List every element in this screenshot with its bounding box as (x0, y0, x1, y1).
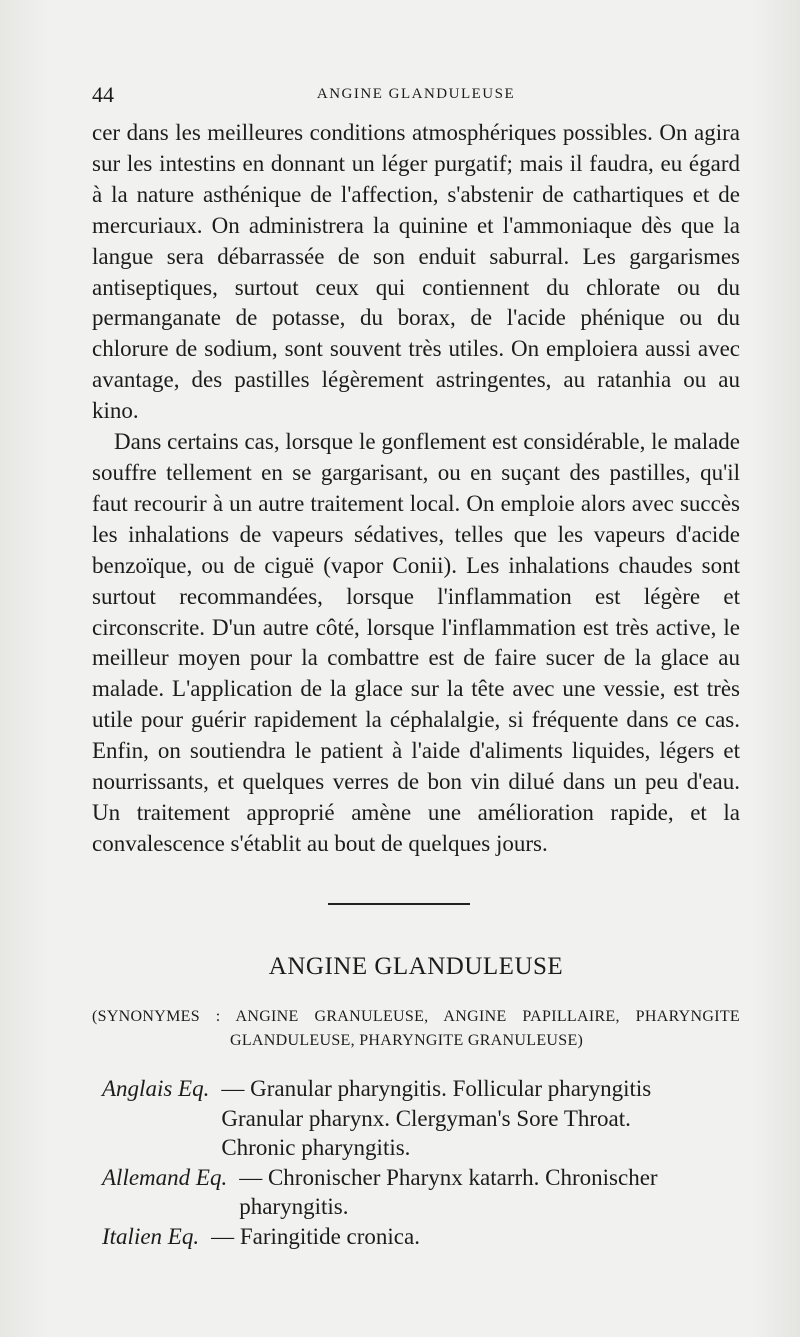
synonyms-line: (SYNONYMES : ANGINE GRANULEUSE, ANGINE PAPILLAIRE, PHARYNGITE (92, 1008, 740, 1025)
paragraph-treatment-continued: cer dans les meilleures conditions atmosphériques possibles. On agira sur les intestins en donnant un léger purgatif; mais il faudra, eu égard à la nature asthénique de l'affection, s'abstenir de cathartiques et de mercuriaux. On administrera la quinine et l'ammoniaque dès que la langue sera débarrassée de son enduit saburral. Les gargarismes antiseptiques, surtout ceux qui contiennent du chlorate ou du permanganate de potasse, du borax, de l'acide phénique ou du chlorure de sodium, sont souvent très utiles. On emploiera aussi avec avantage, des pastilles légèrement astringentes, au ratanhia ou au kino. (92, 120, 740, 424)
section-divider (328, 903, 470, 905)
equivalent-terms (221, 1074, 742, 1163)
equivalent-term-line: — Granular pharyngitis. Follicular pharyngitis (221, 1076, 652, 1101)
equivalent-language: Italien Eq. (102, 1223, 200, 1249)
body-text (92, 118, 740, 860)
language-equivalents (102, 1074, 742, 1252)
equivalent-terms (211, 1222, 742, 1252)
equivalent-term-line: — Faringitide cronica. (211, 1223, 420, 1249)
equivalent-term-line: Granular pharynx. Clergyman's Sore Throat. (221, 1105, 631, 1131)
page-header (92, 82, 740, 112)
equivalent-language: Allemand Eq. (102, 1164, 228, 1190)
section-title: ANGINE GLANDULEUSE (268, 953, 564, 980)
page-number: 44 (92, 82, 114, 107)
equivalent-term-line: — Chronischer Pharynx katarrh. Chronischer (239, 1164, 658, 1190)
equivalent-italian (102, 1222, 742, 1252)
equivalent-term-line: Chronic pharyngitis. (221, 1135, 411, 1161)
running-head: ANGINE GLANDULEUSE (316, 86, 516, 102)
equivalent-german (102, 1163, 742, 1222)
paragraph-local-treatment: Dans certains cas, lorsque le gonflement est considérable, le malade souffre tellement en se gargarisant, ou en suçant des pastilles, qu'il faut recourir à un autre traitement local. On emploie alors avec succès les inhalations de vapeurs sédatives, telles que les vapeurs d'acide benzoïque, ou de ciguë (vapor Conii). Les inhalations chaudes sont surtout recommandées, lorsque l'inflammation est légère et circonscrite. D'un autre côté, lorsque l'inflammation est très active, le meilleur moyen pour la combattre est de faire sucer de la glace au malade. L'application de la glace sur la tête avec une vessie, est très utile pour guérir rapidement la céphalalgie, si fréquente dans ce cas. Enfin, on soutiendra le patient à l'aide d'aliments liquides, légers et nourrissants, et quelques verres de bon vin dilué dans un peu d'eau. Un traitement approprié amène une amélioration rapide, et la convalescence s'établit au bout de quelques jours. (92, 429, 740, 856)
synonyms-line: GLANDULEUSE, PHARYNGITE GRANULEUSE) (230, 1032, 584, 1049)
equivalent-term-line: pharyngitis. (239, 1194, 349, 1220)
equivalent-language: Anglais Eq. (102, 1076, 210, 1101)
equivalent-terms (239, 1163, 742, 1222)
equivalent-english (102, 1074, 742, 1163)
synonyms-block (92, 1005, 740, 1053)
